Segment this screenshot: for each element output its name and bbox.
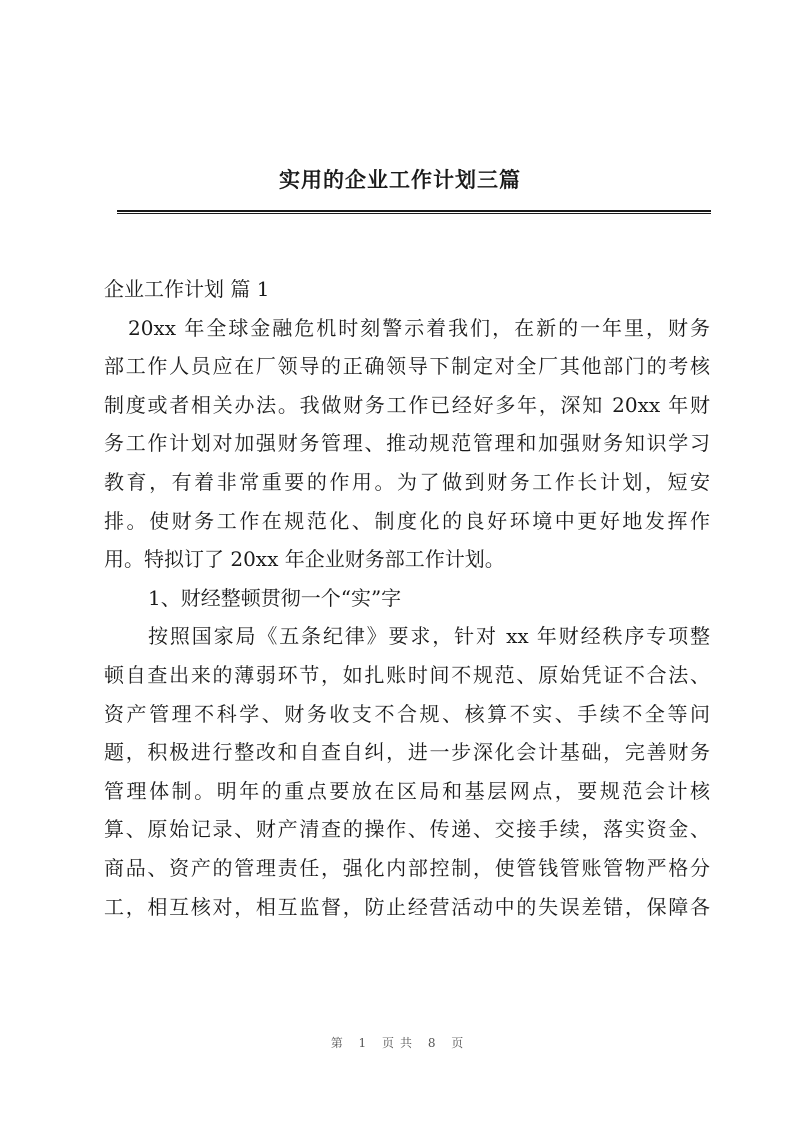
section-heading: 企业工作计划 篇 1 <box>104 277 270 301</box>
document-title: 实用的企业工作计划三篇 <box>279 167 521 192</box>
paragraph-line: 算、原始记录、财产清查的操作、传递、交接手续，落实资金、 <box>104 817 710 842</box>
paragraph-line: 管理体制。明年的重点要放在区局和基层网点，要规范会计核 <box>104 778 710 803</box>
paragraph-line: 排。使财务工作在规范化、制度化的良好环境中更好地发挥作 <box>104 508 710 533</box>
paragraph-line: 教育，有着非常重要的作用。为了做到财务工作长计划，短安 <box>104 469 710 494</box>
paragraph-line: 用。特拟订了 20xx 年企业财务部工作计划。 <box>104 547 505 572</box>
paragraph-line: 务工作计划对加强财务管理、推动规范管理和加强财务知识学习 <box>104 431 710 456</box>
paragraph-line: 工，相互核对，相互监督，防止经营活动中的失误差错，保障各 <box>104 894 710 919</box>
subsection-heading: 1、财经整顿贯彻一个“实”字 <box>148 585 402 610</box>
document-body <box>104 270 710 926</box>
paragraph-line: 资产管理不科学、财务收支不合规、核算不实、手续不全等问 <box>104 701 710 726</box>
paragraph-line: 20xx 年全球金融危机时刻警示着我们，在新的一年里，财务 <box>128 315 710 340</box>
paragraph-line: 按照国家局《五条纪律》要求，针对 xx 年财经秩序专项整 <box>148 624 710 649</box>
paragraph-line: 题，积极进行整改和自查自纠，进一步深化会计基础，完善财务 <box>104 740 710 765</box>
page-footer: 第 1 页共 8 页 <box>330 1036 470 1050</box>
paragraph-line: 部工作人员应在厂领导的正确领导下制定对全厂其他部门的考核 <box>104 354 710 379</box>
paragraph-line: 顿自查出来的薄弱环节，如扎账时间不规范、原始凭证不合法、 <box>104 662 710 687</box>
paragraph-line: 制度或者相关办法。我做财务工作已经好多年，深知 20xx 年财 <box>104 392 710 417</box>
title-divider <box>117 210 711 214</box>
paragraph-line: 商品、资产的管理责任，强化内部控制，使管钱管账管物严格分 <box>104 855 710 880</box>
